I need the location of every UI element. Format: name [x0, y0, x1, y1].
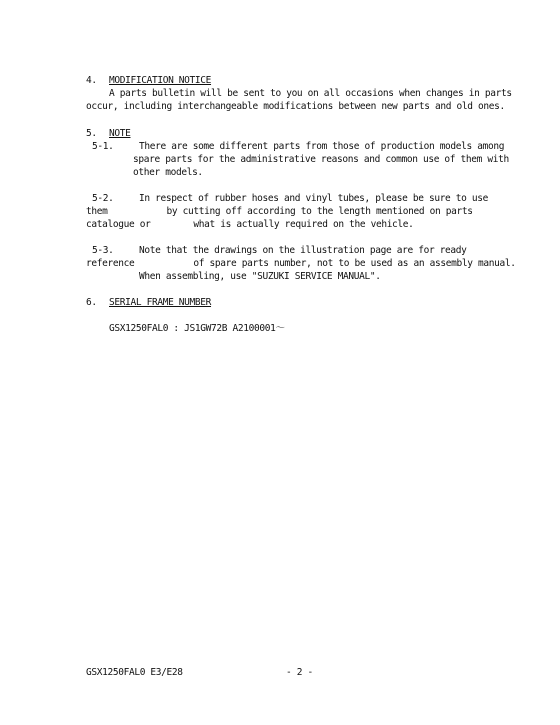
section-4-heading: MODIFICATION NOTICE [109, 75, 212, 86]
note-5-2-line-1: In respect of rubber hoses and vinyl tubes, please be sure to use [139, 193, 489, 204]
note-5-3-line-2: reference of spare parts number, not to be used as an assembly manual. [86, 258, 516, 269]
note-5-1-line-2: spare parts for the administrative reasons and common use of them with [133, 154, 509, 165]
note-5-3-line-3: When assembling, use "SUZUKI SERVICE MANUAL". [139, 271, 381, 282]
note-5-1-line-1: There are some different parts from those of production models among [139, 141, 505, 152]
note-5-3-number: 5-3. [92, 245, 114, 256]
note-5-1-number: 5-1. [92, 141, 114, 152]
section-5-number: 5. [86, 128, 97, 139]
section-4-line-1: A parts bulletin will be sent to you on all occasions when changes in parts [109, 88, 512, 99]
page-number: - 2 - [286, 667, 313, 678]
note-5-2-number: 5-2. [92, 193, 114, 204]
footer-model: GSX1250FAL0 E3/E28 [86, 667, 183, 678]
note-5-2-line-2: them by cutting off according to the length mentioned on parts [86, 206, 473, 217]
note-5-1-line-3: other models. [133, 167, 203, 178]
note-5-3-line-1: Note that the drawings on the illustration page are for ready [139, 245, 467, 256]
section-4-line-2: occur, including interchangeable modifications between new parts and old ones. [86, 101, 505, 112]
serial-frame-number: GSX1250FAL0 : JS1GW72B A2100001～ [109, 323, 285, 334]
note-5-2-line-3: catalogue or what is actually required on the vehicle. [86, 219, 414, 230]
section-6-number: 6. [86, 297, 97, 308]
section-4-number: 4. [86, 75, 97, 86]
section-6-heading: SERIAL FRAME NUMBER [109, 297, 212, 308]
section-5-heading: NOTE [109, 128, 131, 139]
